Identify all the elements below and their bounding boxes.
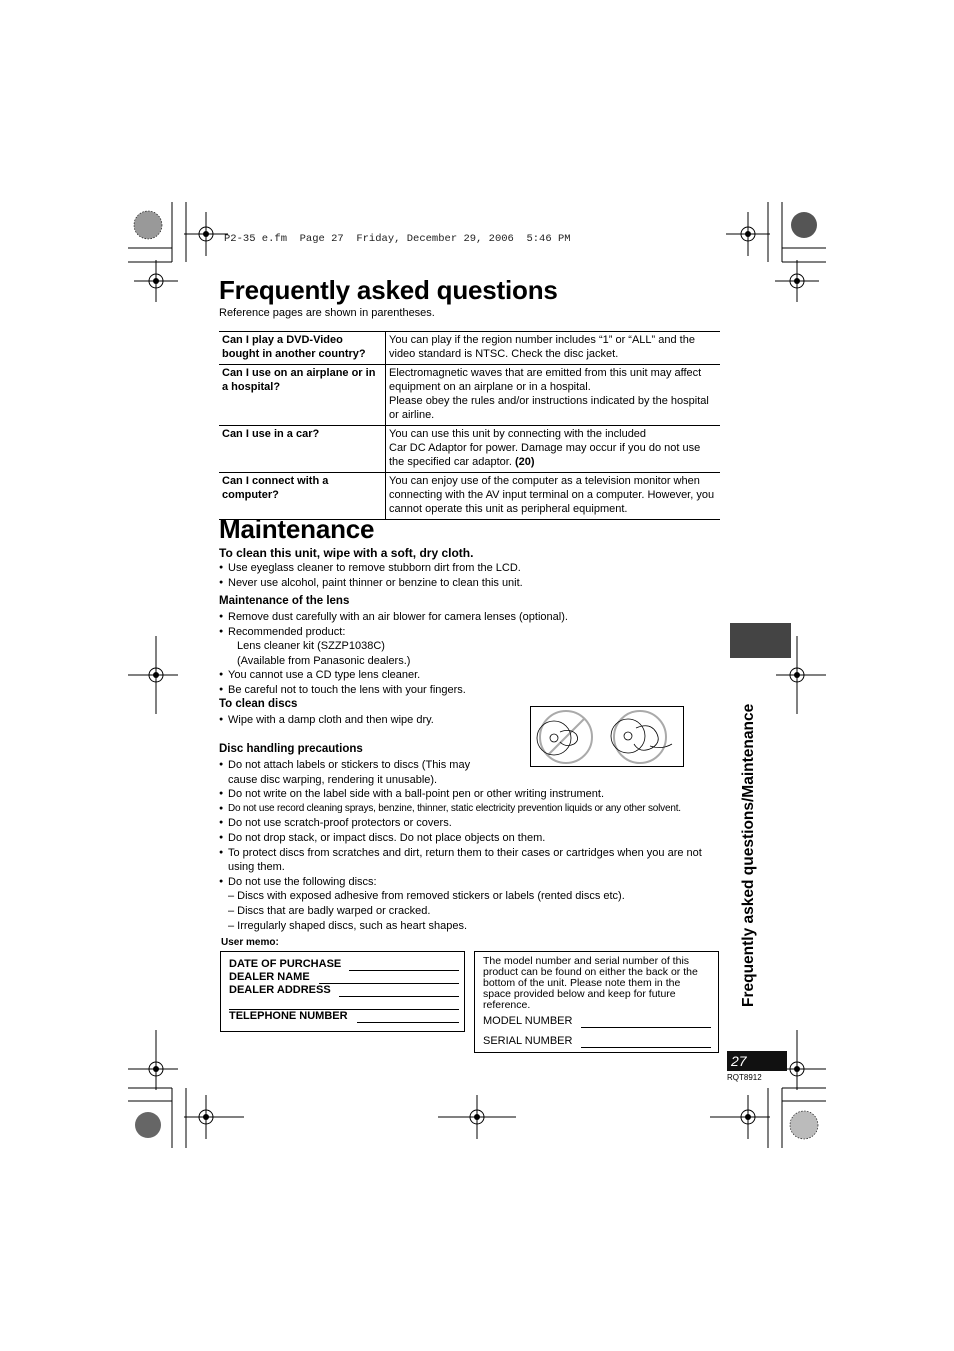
date-of-purchase-line — [349, 970, 459, 971]
list-subitem: – Discs with exposed adhesive from removed stickers or labels (rented discs etc). — [228, 890, 625, 903]
dealer-name-label: DEALER NAME — [229, 971, 310, 983]
faq-answer: You can enjoy use of the computer as a television monitor when connecting with the AV input terminal on a computer. However, you cannot operate this unit as peripheral equipment. — [386, 472, 721, 519]
page-number: 27 — [727, 1051, 787, 1071]
serial-info-text: The model number and serial number of this product can be found on either the back or the bottom of the unit. Please note them in the space provided below and keep for future reference. — [483, 955, 698, 1011]
list-item: ● Do not use scratch-proof protectors or covers. — [219, 816, 719, 831]
table-row — [219, 472, 720, 519]
table-row — [219, 364, 720, 425]
faq-answer: You can use this unit by connecting with the included Car DC Adaptor for power. Damage may occur if you do not use the specified car adaptor. (20) — [386, 425, 721, 472]
handling-heading: Disc handling precautions — [219, 743, 363, 755]
faq-answer: Electromagnetic waves that are emitted from this unit may affect equipment on an airplane or in a hospital. Please obey the rules and/or instructions indicated by the hospital or airline. — [386, 364, 721, 425]
list-subitem: – Discs that are badly warped or cracked. — [228, 904, 431, 917]
table-row — [219, 332, 720, 365]
handling-list — [219, 758, 719, 933]
section-tab — [730, 623, 791, 658]
model-number-line — [581, 1027, 711, 1028]
file-info: P2-35 e.fm Page 27 Friday, December 29, 2006 5:46 PM — [224, 233, 571, 245]
clean-discs-list — [219, 713, 519, 728]
faq-title: Frequently asked questions — [219, 275, 558, 305]
document-id: RQT8912 — [727, 1073, 762, 1082]
lens-heading: Maintenance of the lens — [219, 595, 350, 607]
list-item: ● Recommended product: — [219, 625, 719, 640]
faq-answer: You can play if the region number includes “1” or “ALL” and the video standard is NTSC. Check the disc jacket. — [386, 332, 721, 365]
telephone-number-line — [357, 1022, 459, 1023]
table-row — [219, 425, 720, 472]
list-item: ● You cannot use a CD type lens cleaner. — [219, 668, 719, 683]
serial-info-box — [474, 951, 719, 1053]
clean-discs-heading: To clean discs — [219, 698, 298, 710]
dealer-name-line — [319, 983, 459, 984]
section-side-label: Frequently asked questions/Maintenance — [740, 703, 757, 1007]
lens-list — [219, 610, 719, 698]
list-item: ● Use eyeglass cleaner to remove stubborn dirt from the LCD. — [219, 561, 719, 576]
user-memo-form — [220, 951, 465, 1032]
maintenance-title: Maintenance — [219, 514, 375, 544]
list-item: ● Do not use record cleaning sprays, benzine, thinner, static electricity prevention liquids or any other solvent. — [219, 802, 719, 817]
date-of-purchase-label: DATE OF PURCHASE — [229, 958, 342, 970]
faq-question: Can I connect with a computer? — [219, 472, 386, 519]
faq-table — [219, 331, 720, 520]
list-item: ● Do not write on the label side with a ball-point pen or other writing instrument. — [219, 787, 719, 802]
dealer-address-line — [339, 996, 459, 997]
faq-question: Can I use on an airplane or in a hospital? — [219, 364, 386, 425]
page-reference: (20) — [514, 456, 535, 469]
dealer-address-label: DEALER ADDRESS — [229, 984, 331, 996]
list-item: ● To protect discs from scratches and dirt, return them to their cases or cartridges when you are not using them. — [219, 846, 719, 875]
serial-number-label: SERIAL NUMBER — [483, 1035, 573, 1047]
user-memo-label: User memo: — [221, 937, 279, 948]
list-item: ● Remove dust carefully with an air blower for camera lenses (optional). — [219, 610, 719, 625]
telephone-number-label: TELEPHONE NUMBER — [229, 1010, 348, 1022]
list-item: ● Do not drop stack, or impact discs. Do not place objects on them. — [219, 831, 719, 846]
serial-number-line — [581, 1047, 711, 1048]
list-item: ● Be careful not to touch the lens with your fingers. — [219, 683, 719, 698]
list-item: ● Do not attach labels or stickers to discs (This may cause disc warping, rendering it unusable). — [219, 758, 486, 787]
list-subitem: (Available from Panasonic dealers.) — [237, 654, 411, 667]
faq-question: Can I play a DVD-Video bought in another country? — [219, 332, 386, 365]
list-item: ● Do not use the following discs: — [219, 875, 719, 890]
reference-note: Reference pages are shown in parentheses. — [219, 307, 435, 319]
list-subitem: Lens cleaner kit (SZZP1038C) — [237, 640, 385, 653]
model-number-label: MODEL NUMBER — [483, 1015, 573, 1027]
clean-unit-list — [219, 561, 719, 590]
list-subitem: – Irregularly shaped discs, such as heart shapes. — [228, 919, 468, 932]
faq-question: Can I use in a car? — [219, 425, 386, 472]
list-item: ● Wipe with a damp cloth and then wipe dry. — [219, 713, 519, 728]
clean-unit-heading: To clean this unit, wipe with a soft, dry cloth. — [219, 546, 474, 560]
list-item: ● Never use alcohol, paint thinner or benzine to clean this unit. — [219, 576, 719, 591]
